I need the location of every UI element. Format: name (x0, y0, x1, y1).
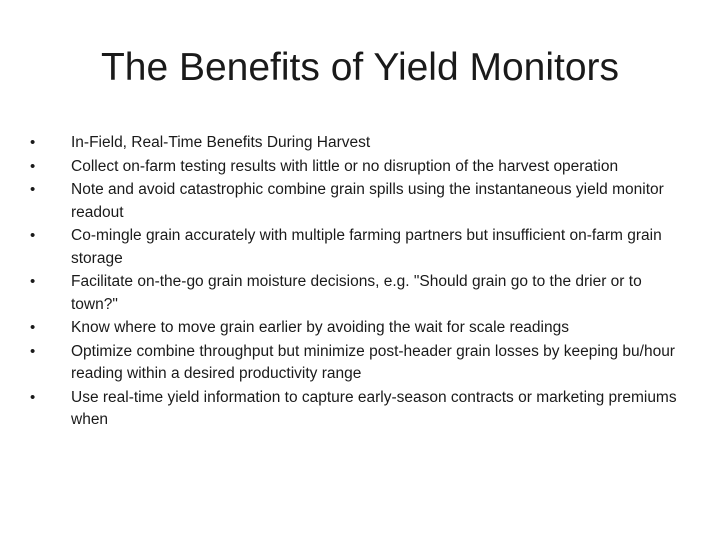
bullet-text: Use real-time yield information to capture early-season contracts or marketing premiums when (71, 388, 677, 428)
bullet-icon: • (30, 319, 36, 336)
bullet-item (30, 341, 690, 386)
bullet-text: Facilitate on-the-go grain moisture decisions, e.g. "Should grain go to the drier or to town?" (71, 273, 642, 313)
bullet-item (30, 271, 690, 316)
bullet-item (30, 387, 690, 432)
bullet-list (30, 132, 690, 433)
bullet-text: Know where to move grain earlier by avoiding the wait for scale readings (71, 319, 569, 336)
bullet-icon: • (30, 134, 36, 151)
bullet-icon: • (30, 181, 36, 198)
bullet-icon: • (30, 388, 36, 406)
bullet-text: Optimize combine throughput but minimize post-header grain losses by keeping bu/hour reading within a desired productivity range (71, 342, 675, 382)
bullet-icon: • (30, 227, 36, 244)
bullet-text: Co-mingle grain accurately with multiple farming partners but insufficient on-farm grain storage (71, 227, 662, 267)
bullet-item (30, 156, 690, 179)
bullet-item (30, 225, 690, 270)
bullet-icon: • (30, 342, 36, 360)
bullet-item (30, 179, 690, 224)
bullet-text: Note and avoid catastrophic combine grain spills using the instantaneous yield monitor readout (71, 181, 664, 221)
bullet-item (30, 132, 690, 155)
bullet-text: In-Field, Real-Time Benefits During Harvest (71, 134, 371, 151)
bullet-icon: • (30, 157, 36, 175)
bullet-text: Collect on-farm testing results with little or no disruption of the harvest operation (71, 157, 619, 175)
bullet-icon: • (30, 273, 36, 290)
bullet-item (30, 317, 690, 340)
slide-title: The Benefits of Yield Monitors (100, 46, 620, 89)
